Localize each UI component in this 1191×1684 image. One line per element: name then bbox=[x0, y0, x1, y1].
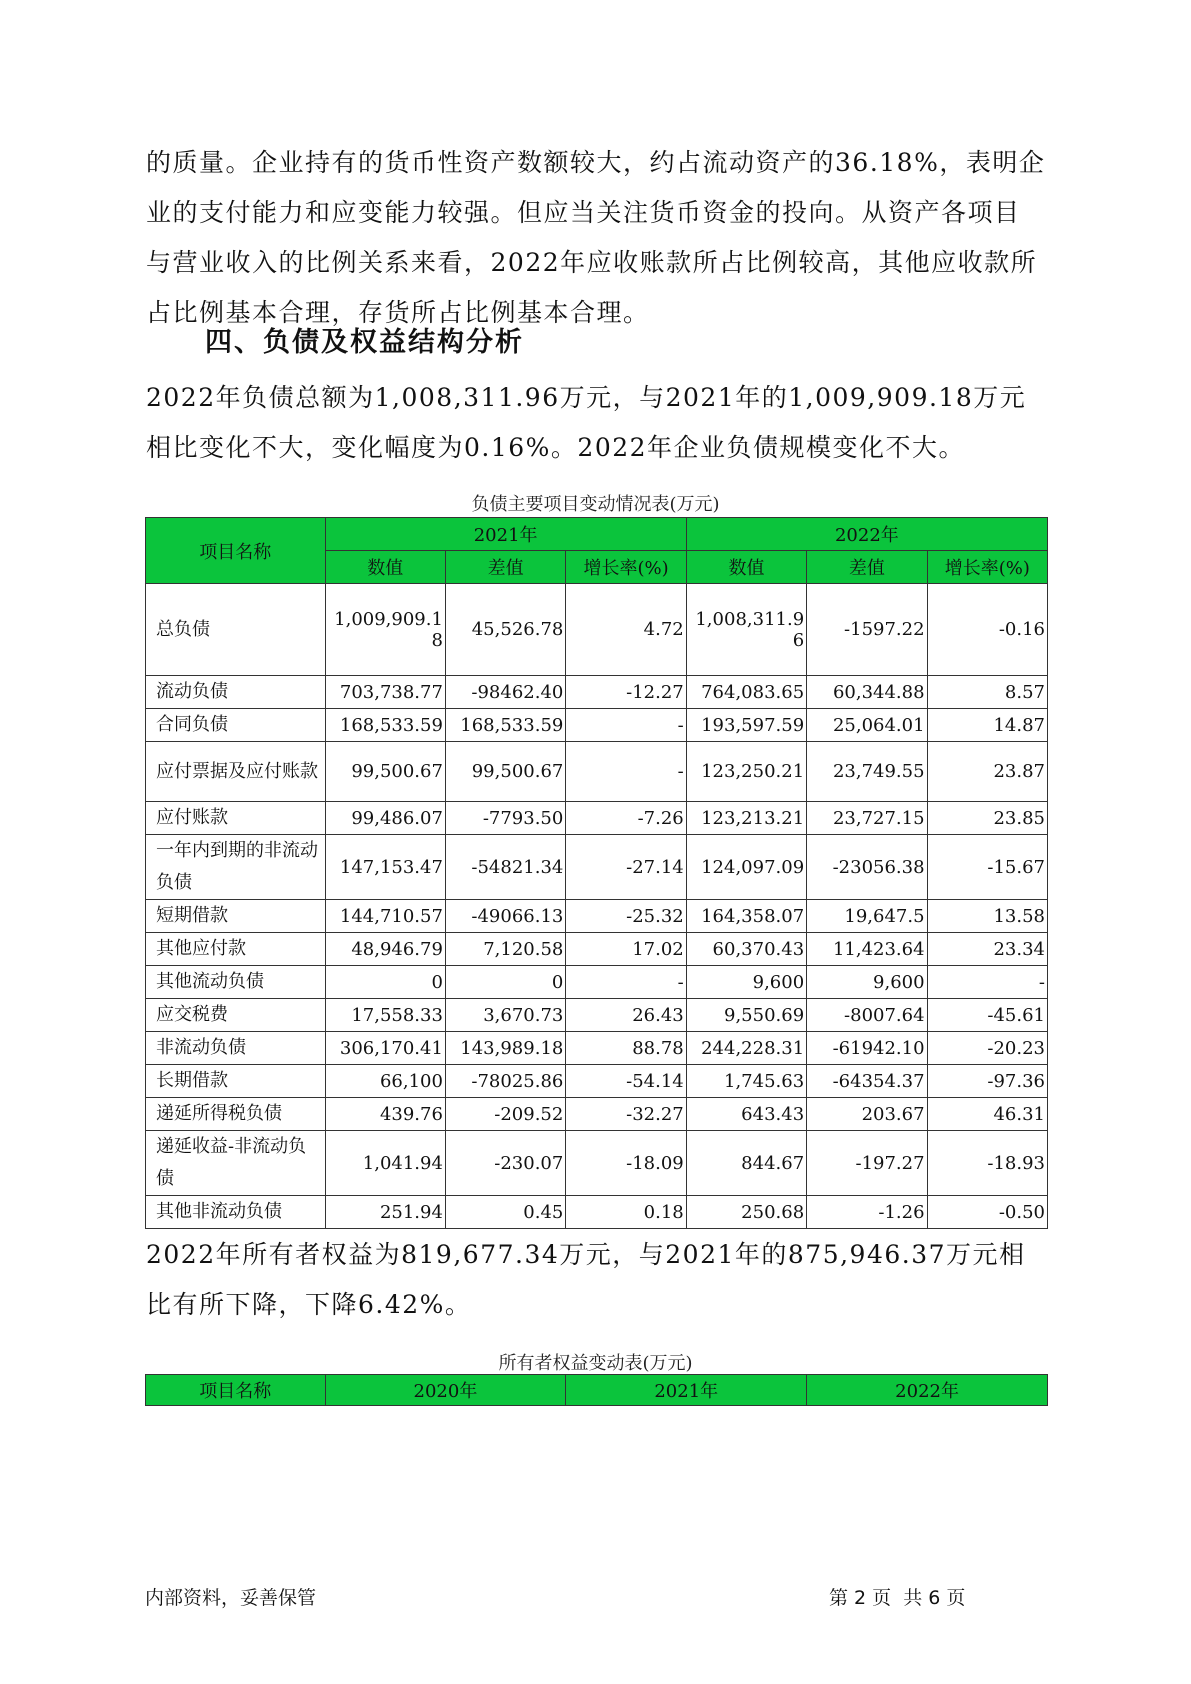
liability-paragraph: 2022年负债总额为1,008,311.96万元，与2021年的1,009,909.18万元相比变化不大，变化幅度为0.16%。2022年企业负债规模变化不大。 bbox=[146, 383, 1027, 462]
cell-r2: 13.58 bbox=[927, 900, 1047, 933]
cell-v2: 844.67 bbox=[686, 1131, 806, 1196]
cell-r2: -15.67 bbox=[927, 835, 1047, 900]
cell-v2: 193,597.59 bbox=[686, 709, 806, 742]
cell-v1: 306,170.41 bbox=[325, 1032, 445, 1065]
cell-v1: 66,100 bbox=[325, 1065, 445, 1098]
cell-r2: 14.87 bbox=[927, 709, 1047, 742]
cell-d1: -78025.86 bbox=[445, 1065, 565, 1098]
cell-r1: -7.26 bbox=[566, 802, 686, 835]
table-row bbox=[146, 1098, 1048, 1131]
cell-v1: 168,533.59 bbox=[325, 709, 445, 742]
header-rate-2022: 增长率(%) bbox=[927, 551, 1047, 584]
cell-d2: 25,064.01 bbox=[807, 709, 927, 742]
cell-d2: -23056.38 bbox=[807, 835, 927, 900]
cell-d1: -230.07 bbox=[445, 1131, 565, 1196]
row-item-name: 应付账款 bbox=[146, 802, 326, 835]
cell-d1: -98462.40 bbox=[445, 676, 565, 709]
cell-d2: -64354.37 bbox=[807, 1065, 927, 1098]
cell-r1: -27.14 bbox=[566, 835, 686, 900]
cell-v1: 1,041.94 bbox=[325, 1131, 445, 1196]
cell-r2: -45.61 bbox=[927, 999, 1047, 1032]
cell-r1: - bbox=[566, 966, 686, 999]
equity-table bbox=[145, 1374, 1048, 1406]
cell-d1: -49066.13 bbox=[445, 900, 565, 933]
row-item-name: 其他流动负债 bbox=[146, 966, 326, 999]
table-row bbox=[146, 584, 1048, 676]
header-year-2021: 2021年 bbox=[325, 518, 686, 551]
cell-d1: -209.52 bbox=[445, 1098, 565, 1131]
cell-r2: -0.50 bbox=[927, 1196, 1047, 1229]
cell-r1: -25.32 bbox=[566, 900, 686, 933]
cell-r1: - bbox=[566, 742, 686, 802]
cell-d2: 11,423.64 bbox=[807, 933, 927, 966]
cell-v2: 643.43 bbox=[686, 1098, 806, 1131]
row-item-name: 合同负债 bbox=[146, 709, 326, 742]
cell-d1: 99,500.67 bbox=[445, 742, 565, 802]
row-item-name: 长期借款 bbox=[146, 1065, 326, 1098]
table-row bbox=[146, 676, 1048, 709]
table-row bbox=[146, 933, 1048, 966]
cell-v1: 17,558.33 bbox=[325, 999, 445, 1032]
table2-caption: 所有者权益变动表(万元) bbox=[498, 1353, 693, 1374]
cell-v1: 703,738.77 bbox=[325, 676, 445, 709]
row-item-name: 非流动负债 bbox=[146, 1032, 326, 1065]
table-row bbox=[146, 742, 1048, 802]
equity-header-item-name: 项目名称 bbox=[146, 1375, 326, 1406]
cell-d2: 9,600 bbox=[807, 966, 927, 999]
section-heading: 四、负债及权益结构分析 bbox=[205, 327, 524, 358]
cell-r2: 8.57 bbox=[927, 676, 1047, 709]
cell-r2: - bbox=[927, 966, 1047, 999]
cell-v2: 123,213.21 bbox=[686, 802, 806, 835]
cell-v2: 60,370.43 bbox=[686, 933, 806, 966]
cell-v1: 147,153.47 bbox=[325, 835, 445, 900]
cell-d2: 19,647.5 bbox=[807, 900, 927, 933]
table-row bbox=[146, 709, 1048, 742]
table-row bbox=[146, 1131, 1048, 1196]
header-diff-2022: 差值 bbox=[807, 551, 927, 584]
header-value-2021: 数值 bbox=[325, 551, 445, 584]
cell-d2: 23,727.15 bbox=[807, 802, 927, 835]
cell-v2: 250.68 bbox=[686, 1196, 806, 1229]
cell-d1: 168,533.59 bbox=[445, 709, 565, 742]
header-item-name: 项目名称 bbox=[146, 518, 326, 584]
cell-d2: 203.67 bbox=[807, 1098, 927, 1131]
footer-page-number: 第 2 页 共 6 页 bbox=[829, 1587, 966, 1609]
cell-r2: 23.34 bbox=[927, 933, 1047, 966]
cell-r1: 0.18 bbox=[566, 1196, 686, 1229]
cell-d1: 0.45 bbox=[445, 1196, 565, 1229]
cell-v1: 439.76 bbox=[325, 1098, 445, 1131]
cell-r2: 23.87 bbox=[927, 742, 1047, 802]
cell-v1: 1,009,909.18 bbox=[325, 584, 445, 676]
cell-v1: 48,946.79 bbox=[325, 933, 445, 966]
footer-confidential: 内部资料，妥善保管 bbox=[145, 1587, 317, 1609]
row-item-name: 应付票据及应付账款 bbox=[146, 742, 326, 802]
cell-d2: -8007.64 bbox=[807, 999, 927, 1032]
cell-r1: -12.27 bbox=[566, 676, 686, 709]
header-diff-2021: 差值 bbox=[445, 551, 565, 584]
row-item-name: 其他应付款 bbox=[146, 933, 326, 966]
cell-v2: 1,745.63 bbox=[686, 1065, 806, 1098]
cell-r2: -18.93 bbox=[927, 1131, 1047, 1196]
cell-d1: 3,670.73 bbox=[445, 999, 565, 1032]
cell-v2: 9,600 bbox=[686, 966, 806, 999]
cell-r1: 4.72 bbox=[566, 584, 686, 676]
cell-v2: 164,358.07 bbox=[686, 900, 806, 933]
cell-d2: 60,344.88 bbox=[807, 676, 927, 709]
cell-r1: 26.43 bbox=[566, 999, 686, 1032]
cell-v2: 1,008,311.96 bbox=[686, 584, 806, 676]
cell-d2: -197.27 bbox=[807, 1131, 927, 1196]
cell-r2: 46.31 bbox=[927, 1098, 1047, 1131]
cell-v2: 124,097.09 bbox=[686, 835, 806, 900]
row-item-name: 应交税费 bbox=[146, 999, 326, 1032]
header-rate-2021: 增长率(%) bbox=[566, 551, 686, 584]
table-row bbox=[146, 1196, 1048, 1229]
cell-v1: 0 bbox=[325, 966, 445, 999]
cell-v1: 99,486.07 bbox=[325, 802, 445, 835]
row-item-name: 递延收益-非流动负债 bbox=[146, 1131, 326, 1196]
table-row bbox=[146, 966, 1048, 999]
cell-r1: -18.09 bbox=[566, 1131, 686, 1196]
equity-header-2021: 2021年 bbox=[566, 1375, 807, 1406]
cell-d1: 0 bbox=[445, 966, 565, 999]
cell-v1: 251.94 bbox=[325, 1196, 445, 1229]
cell-v2: 123,250.21 bbox=[686, 742, 806, 802]
row-item-name: 流动负债 bbox=[146, 676, 326, 709]
cell-r2: 23.85 bbox=[927, 802, 1047, 835]
cell-r1: -54.14 bbox=[566, 1065, 686, 1098]
row-item-name: 短期借款 bbox=[146, 900, 326, 933]
cell-r1: 88.78 bbox=[566, 1032, 686, 1065]
cell-v2: 764,083.65 bbox=[686, 676, 806, 709]
table-row bbox=[146, 835, 1048, 900]
header-year-2022: 2022年 bbox=[686, 518, 1047, 551]
cell-d1: 7,120.58 bbox=[445, 933, 565, 966]
table1-caption: 负债主要项目变动情况表(万元) bbox=[471, 494, 720, 515]
cell-d1: -7793.50 bbox=[445, 802, 565, 835]
cell-v1: 144,710.57 bbox=[325, 900, 445, 933]
table-row bbox=[146, 900, 1048, 933]
cell-d2: -1597.22 bbox=[807, 584, 927, 676]
cell-r2: -20.23 bbox=[927, 1032, 1047, 1065]
cell-r1: -32.27 bbox=[566, 1098, 686, 1131]
header-value-2022: 数值 bbox=[686, 551, 806, 584]
cell-v1: 99,500.67 bbox=[325, 742, 445, 802]
cell-d1: 143,989.18 bbox=[445, 1032, 565, 1065]
cell-r2: -0.16 bbox=[927, 584, 1047, 676]
cell-r2: -97.36 bbox=[927, 1065, 1047, 1098]
cell-d2: -1.26 bbox=[807, 1196, 927, 1229]
equity-header-2020: 2020年 bbox=[325, 1375, 566, 1406]
cell-v2: 9,550.69 bbox=[686, 999, 806, 1032]
cell-v2: 244,228.31 bbox=[686, 1032, 806, 1065]
cell-d1: 45,526.78 bbox=[445, 584, 565, 676]
row-item-name: 总负债 bbox=[146, 584, 326, 676]
row-item-name: 其他非流动负债 bbox=[146, 1196, 326, 1229]
equity-paragraph: 2022年所有者权益为819,677.34万元，与2021年的875,946.37万元相比有所下降，下降6.42%。 bbox=[146, 1240, 1026, 1319]
cell-d2: -61942.10 bbox=[807, 1032, 927, 1065]
row-item-name: 一年内到期的非流动负债 bbox=[146, 835, 326, 900]
table-row bbox=[146, 802, 1048, 835]
cell-d1: -54821.34 bbox=[445, 835, 565, 900]
intro-paragraph: 的质量。企业持有的货币性资产数额较大，约占流动资产的36.18%，表明企业的支付能力和应变能力较强。但应当关注货币资金的投向。从资产各项目与营业收入的比例关系来看，2022年应收账款所占比例较高，其他应收款所占比例基本合理，存货所占比例基本合理。 bbox=[146, 148, 1046, 327]
cell-r1: 17.02 bbox=[566, 933, 686, 966]
liability-table bbox=[145, 517, 1048, 1229]
row-item-name: 递延所得税负债 bbox=[146, 1098, 326, 1131]
cell-d2: 23,749.55 bbox=[807, 742, 927, 802]
table-row bbox=[146, 1032, 1048, 1065]
equity-header-2022: 2022年 bbox=[807, 1375, 1048, 1406]
cell-r1: - bbox=[566, 709, 686, 742]
table-row bbox=[146, 999, 1048, 1032]
table-row bbox=[146, 1065, 1048, 1098]
